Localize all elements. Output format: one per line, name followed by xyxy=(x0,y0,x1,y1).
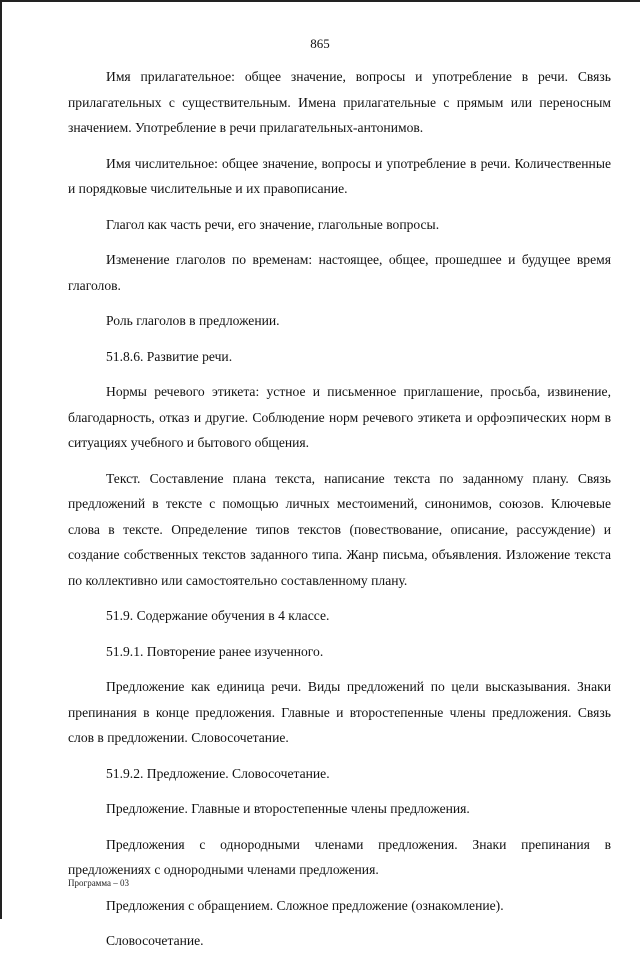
paragraph-word-combination: Словосочетание. xyxy=(106,933,204,948)
page-number: 865 xyxy=(310,36,330,51)
paragraph-text: Текст. Составление плана текста, написание текста по заданному плану. Связь предложений в тексте с помощью личных местоимений, синонимов, союзов. Ключевые слова в тексте. Определение типов текстов (повествование, описание, рассуждение) и создание собственных текстов заданного типа. Жанр письма, объявления. Изложение текста по коллективно или самостоятельно составленному плану. xyxy=(68,470,611,588)
section-heading-review: 51.9.1. Повторение ранее изученного. xyxy=(106,643,324,659)
paragraph-adjective: Имя прилагательное: общее значение, вопросы и употребление в речи. Связь прилагательных с существительным. Имена прилагательные с прямым или переносным значением. Употребление в речи прилагательных-антонимов. xyxy=(68,69,611,135)
paragraph-verb-role: Роль глаголов в предложении. xyxy=(106,313,280,328)
footer-label: Программа – 03 xyxy=(68,878,130,888)
paragraph-verb: Глагол как часть речи, его значение, глагольные вопросы. xyxy=(106,216,440,232)
section-heading-sentence: 51.9.2. Предложение. Словосочетание. xyxy=(106,765,330,781)
paragraph-sentence-members: Предложение. Главные и второстепенные члены предложения. xyxy=(106,801,470,816)
section-heading-speech-development: 51.8.6. Развитие речи. xyxy=(106,348,233,364)
paragraph-homogeneous-members: Предложения с однородными членами предложения. Знаки препинания в предложениях с однородными членами предложения. xyxy=(68,836,611,877)
paragraph-sentence-unit: Предложение как единица речи. Виды предложений по цели высказывания. Знаки препинания в конце предложения. Главные и второстепенные члены предложения. Связь слов в предложении. Словосочетание. xyxy=(68,679,611,745)
paragraph-verb-tenses: Изменение глаголов по временам: настоящее, общее, прошедшее и будущее время глаголов. xyxy=(68,252,611,293)
paragraph-numeral: Имя числительное: общее значение, вопросы и употребление в речи. Количественные и порядковые числительные и их правописание. xyxy=(68,155,611,196)
document-body xyxy=(68,64,611,964)
section-heading-grade-4: 51.9. Содержание обучения в 4 классе. xyxy=(106,608,330,623)
paragraph-speech-etiquette: Нормы речевого этикета: устное и письменное приглашение, просьба, извинение, благодарность, отказ и другие. Соблюдение норм речевого этикета и орфоэпических норм в ситуациях учебного и бытового общения. xyxy=(68,384,611,450)
paragraph-address-complex: Предложения с обращением. Сложное предложение (ознакомление). xyxy=(106,897,504,913)
